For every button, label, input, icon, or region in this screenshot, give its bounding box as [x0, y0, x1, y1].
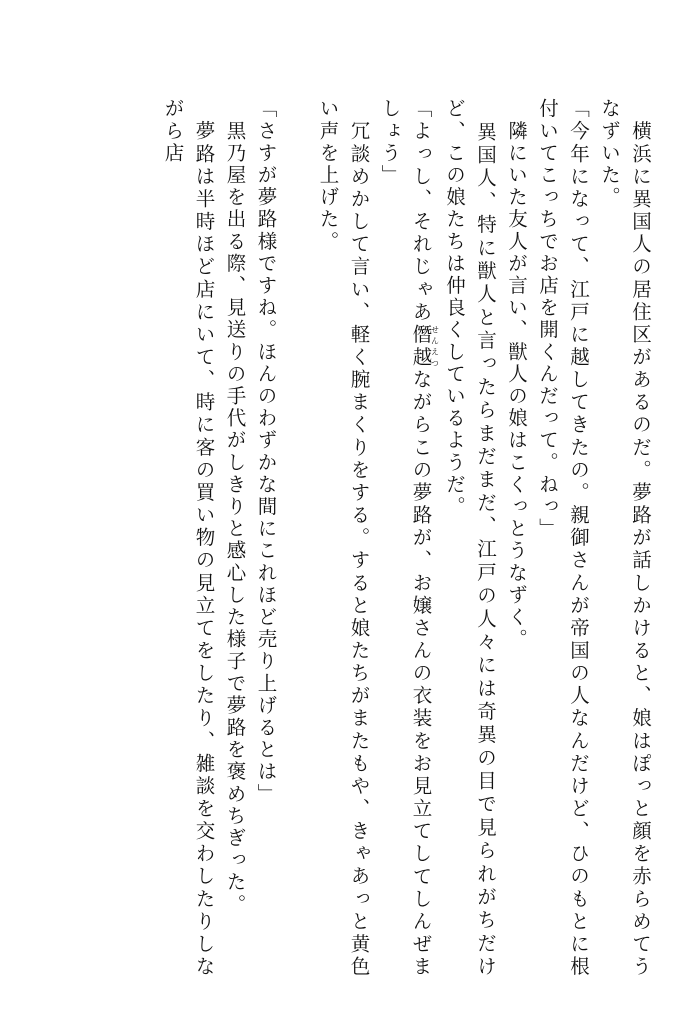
paragraph-3: 隣にいた友人が言い、獣人の娘はこくっとうなずく。 — [505, 98, 528, 651]
vertical-text-block — [36, 98, 656, 978]
scene-gap — [282, 98, 313, 978]
paragraph-5-end: ながらこの夢路が、お嬢さんの衣装をお見立てしてしんぜましょう」 — [378, 98, 433, 979]
paragraph-5 — [375, 98, 440, 978]
paragraph-5-start: 「よっし、それじゃあ — [409, 98, 433, 324]
paragraph-8: 黒乃屋を出る際、見送りの手代がしきりと感心した様子で夢路を褒めちぎった。 — [223, 98, 247, 916]
paragraph-7: 「さすが夢路様ですね。ほんのわずかな間にこれほど売り上げるとは」 — [254, 98, 278, 806]
ruby-reading: せんえつ — [430, 323, 440, 369]
paragraph-2: 「今年になって、江戸に越してきたの。親御さんが帝国の人なんだけど、ひのもとに根付いてこっちでお店を開くんだって。ねっ」 — [536, 98, 590, 978]
paragraph-9: 夢路は半時ほど店にいて、時に客の買い物の見立てをしたり、雑談を交わしたりしながら店 — [161, 98, 216, 978]
paragraph-6: 冗談めかして言い、軽く腕まくりをする。すると娘たちがまたもや、きゃあっと黄色い声を上げた。 — [316, 98, 371, 978]
paragraph-4: 異国人、特に獣人と言ったらまだまだ、江戸の人々には奇異の目で見られがちだけど、この娘たちは仲良くしているようだ。 — [443, 98, 497, 978]
paragraph-1: 横浜に異国人の居住区があるのだ。夢路が話しかけると、娘はぽっと顔を赤らめてうなずいた。 — [598, 98, 652, 978]
ruby-base: 僭越 — [409, 323, 433, 369]
ruby-word — [409, 323, 440, 369]
